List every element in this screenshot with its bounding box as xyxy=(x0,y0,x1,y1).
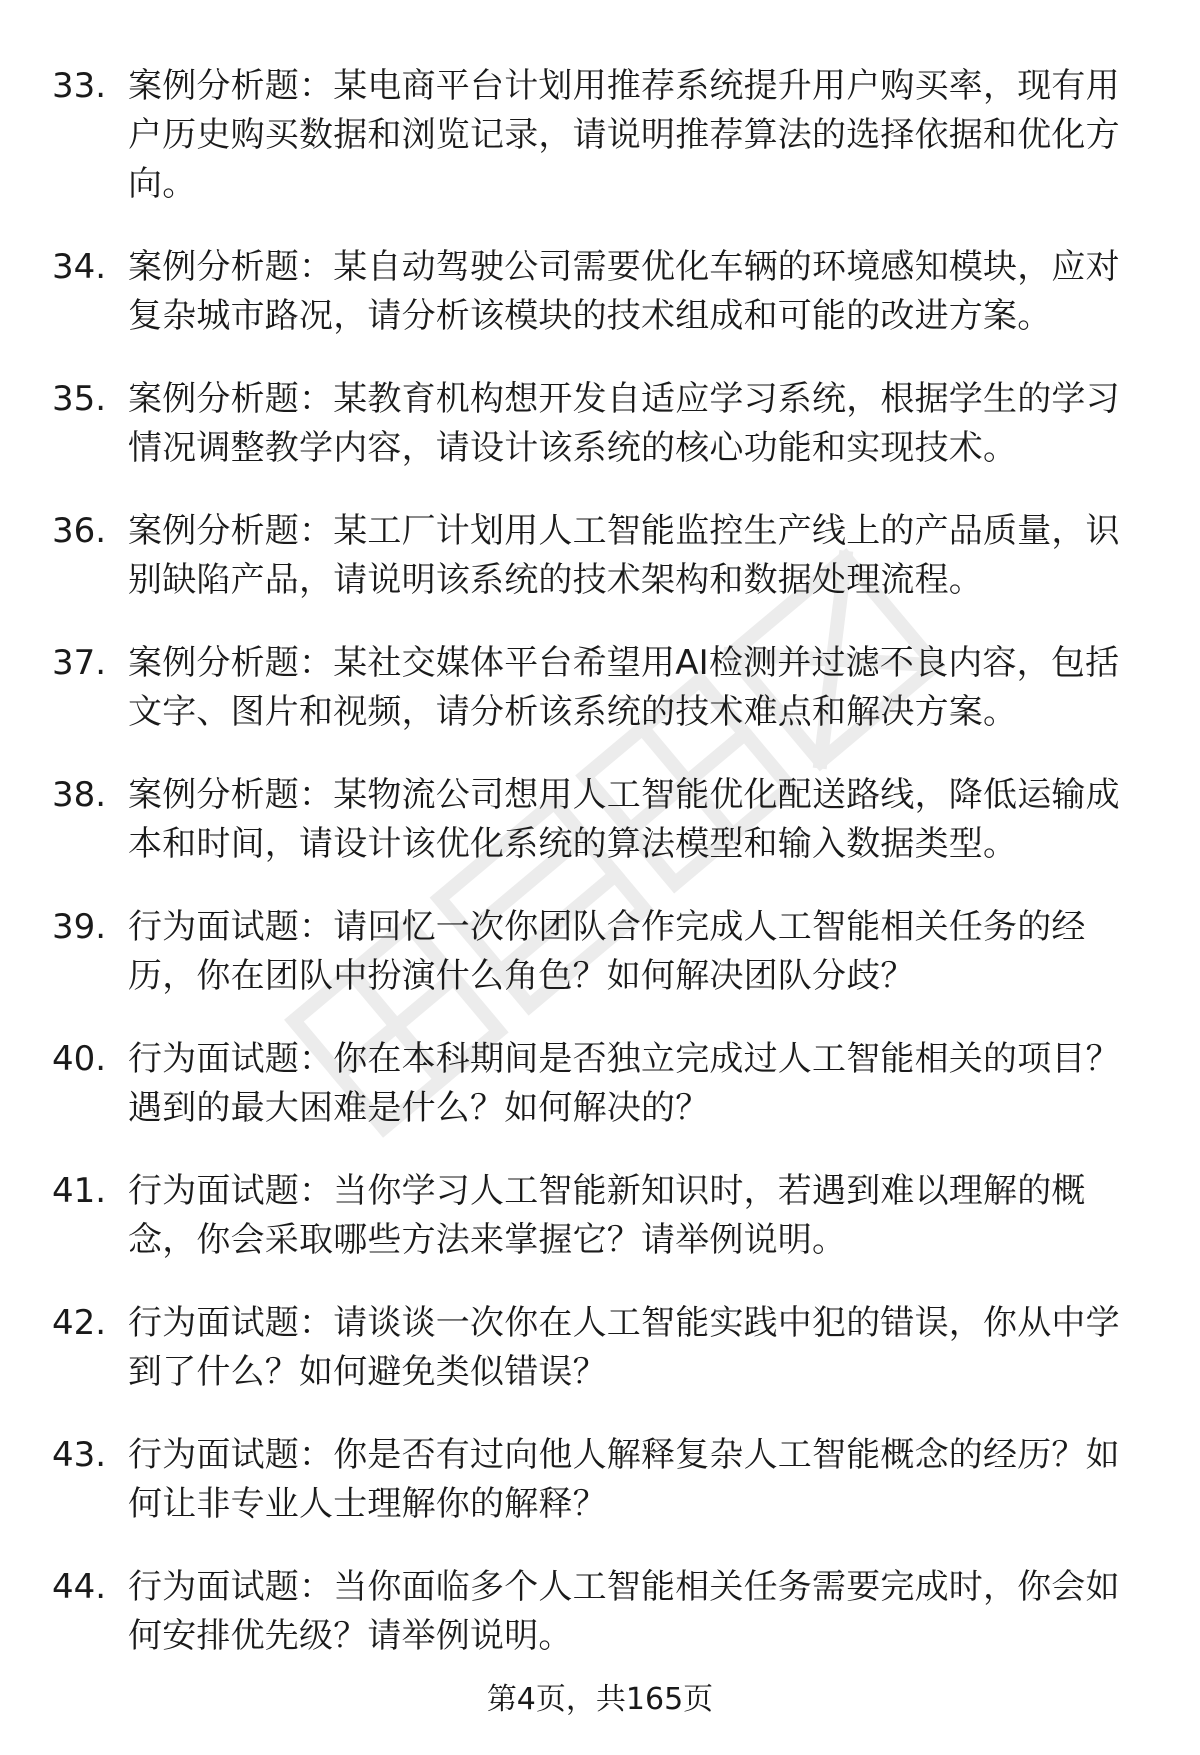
question-text: 案例分析题：某工厂计划用人工智能监控生产线上的产品质量，识别缺陷产品，请说明该系统的技术架构和数据处理流程。 xyxy=(128,511,1120,600)
question-text: 案例分析题：某社交媒体平台希望用AI检测并过滤不良内容，包括文字、图片和视频，请分析该系统的技术难点和解决方案。 xyxy=(128,643,1120,732)
question-text: 行为面试题：请谈谈一次你在人工智能实践中犯的错误，你从中学到了什么？如何避免类似错误？ xyxy=(128,1303,1120,1392)
question-number: 39. xyxy=(52,907,107,947)
question-item xyxy=(52,1167,1142,1265)
question-number: 33. xyxy=(52,66,107,106)
question-text: 行为面试题：你是否有过向他人解释复杂人工智能概念的经历？如何让非专业人士理解你的解释？ xyxy=(128,1435,1120,1524)
question-text: 行为面试题：当你学习人工智能新知识时，若遇到难以理解的概念，你会采取哪些方法来掌握它？请举例说明。 xyxy=(128,1171,1086,1260)
question-item xyxy=(52,507,1142,605)
question-item xyxy=(52,1563,1142,1661)
question-number: 36. xyxy=(52,511,107,551)
question-text: 行为面试题：你在本科期间是否独立完成过人工智能相关的项目？遇到的最大困难是什么？如何解决的？ xyxy=(128,1039,1120,1128)
question-number: 41. xyxy=(52,1171,107,1211)
question-list xyxy=(52,62,1142,1695)
question-text: 案例分析题：某电商平台计划用推荐系统提升用户购买率，现有用户历史购买数据和浏览记录，请说明推荐算法的选择依据和优化方向。 xyxy=(128,66,1120,204)
question-item xyxy=(52,375,1142,473)
question-text: 案例分析题：某自动驾驶公司需要优化车辆的环境感知模块，应对复杂城市路况，请分析该模块的技术组成和可能的改进方案。 xyxy=(128,247,1120,336)
question-item xyxy=(52,1035,1142,1133)
question-text: 案例分析题：某物流公司想用人工智能优化配送路线，降低运输成本和时间，请设计该优化系统的算法模型和输入数据类型。 xyxy=(128,775,1120,864)
question-number: 37. xyxy=(52,643,107,683)
question-item xyxy=(52,62,1142,209)
question-number: 43. xyxy=(52,1435,107,1475)
question-text: 行为面试题：当你面临多个人工智能相关任务需要完成时，你会如何安排优先级？请举例说明。 xyxy=(128,1567,1120,1656)
question-number: 34. xyxy=(52,247,107,287)
question-number: 38. xyxy=(52,775,107,815)
question-text: 行为面试题：请回忆一次你团队合作完成人工智能相关任务的经历，你在团队中扮演什么角色？如何解决团队分歧？ xyxy=(128,907,1086,996)
question-item xyxy=(52,771,1142,869)
question-text: 案例分析题：某教育机构想开发自适应学习系统，根据学生的学习情况调整教学内容，请设计该系统的核心功能和实现技术。 xyxy=(128,379,1120,468)
question-number: 44. xyxy=(52,1567,107,1607)
question-item xyxy=(52,639,1142,737)
question-item xyxy=(52,1431,1142,1529)
question-number: 40. xyxy=(52,1039,107,1079)
question-item xyxy=(52,1299,1142,1397)
question-number: 35. xyxy=(52,379,107,419)
question-item xyxy=(52,903,1142,1001)
question-number: 42. xyxy=(52,1303,107,1343)
page-number-footer: 第4页，共165页 xyxy=(486,1682,714,1717)
question-item xyxy=(52,243,1142,341)
